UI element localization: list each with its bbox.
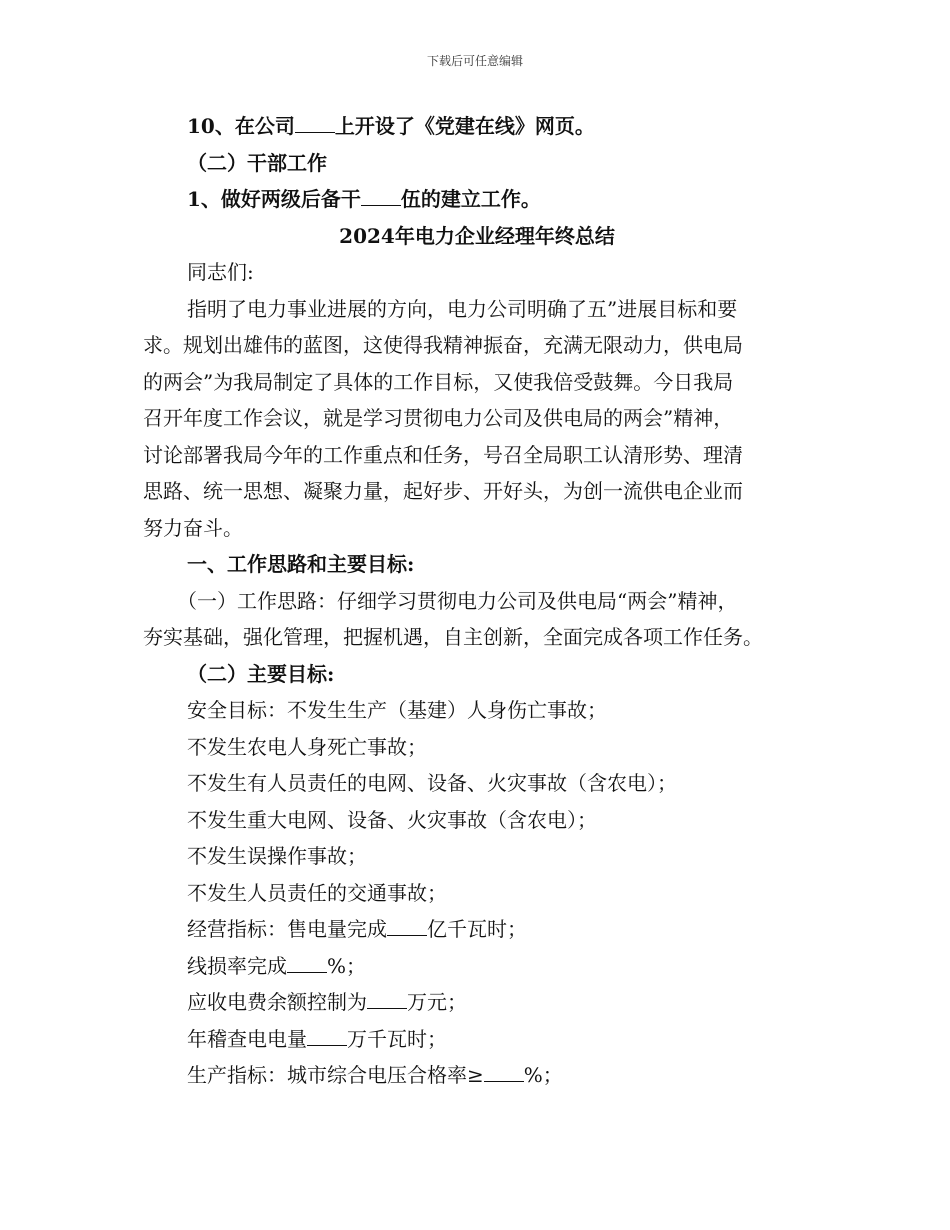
operating-target-line-loss [143, 948, 811, 985]
safety-goal-line: 不发生重大电网、设备、火灾事故（含农电）； [187, 807, 597, 832]
line-loss-text-end: %； [327, 953, 367, 978]
paragraph-line: 的两会”为我局制定了具体的工作目标，又使我倍受鼓舞。今日我局 [143, 369, 734, 394]
fees-text-end: 万元； [407, 990, 467, 1014]
line-loss-text-start: 线损率完成 [187, 953, 287, 978]
paragraph-line: 思路、统一思想、凝聚力量，起好步、开好头，为创一流供电企业而 [143, 479, 743, 503]
fill-in-blank [287, 954, 327, 973]
audit-text-end: 万千瓦时； [347, 1026, 447, 1051]
safety-goal-line: 安全目标：不发生生产（基建）人身伤亡事故； [187, 698, 607, 722]
item-10 [143, 108, 811, 145]
cadre-item-1-text-start: 1、做好两级后备干 [187, 187, 361, 211]
audit-text-start: 年稽查电电量 [187, 1026, 307, 1051]
main-goals-heading: （二）主要目标: [187, 661, 335, 686]
safety-goal-line: 不发生人员责任的交通事故； [187, 880, 447, 905]
approach-line: （一）工作思路：仔细学习贯彻电力公司及供电局“两会”精神， [177, 588, 738, 613]
page-header: 下载后可任意编辑 [426, 54, 523, 68]
paragraph-line: 召开年度工作会议，就是学习贯彻电力公司及供电局的两会”精神， [143, 406, 734, 430]
sales-text-end: 亿千瓦时； [427, 917, 527, 941]
cadre-item-1-text-end: 伍的建立工作。 [400, 187, 541, 211]
paragraph-line: 求。规划出雄伟的蓝图，这使得我精神振奋，充满无限动力，供电局 [143, 333, 743, 357]
production-target-voltage [143, 1057, 811, 1094]
document-title: 2024年电力企业经理年终总结 [339, 223, 615, 248]
fill-in-blank [484, 1063, 524, 1082]
intro-paragraph [143, 291, 811, 547]
paragraph-line: 讨论部署我局今年的工作重点和任务，号召全局职工认清形势、理清 [143, 442, 743, 467]
fill-in-blank [361, 187, 401, 206]
voltage-text-start: 生产指标：城市综合电压合格率≥ [187, 1063, 484, 1087]
item-10-text-end: 上开设了《党建在线》网页。 [334, 114, 595, 138]
fill-in-blank [307, 1027, 347, 1046]
cadre-item-1 [143, 181, 811, 218]
approach-line: 夯实基础，强化管理，把握机遇，自主创新，全面完成各项工作任务。 [143, 625, 763, 649]
document-body [143, 108, 811, 1094]
paragraph-line: 指明了电力事业进展的方向，电力公司明确了五”进展目标和要 [187, 296, 738, 321]
sales-text-start: 经营指标：售电量完成 [187, 917, 387, 941]
greeting: 同志们: [187, 260, 254, 284]
safety-goal-line: 不发生误操作事故； [187, 844, 367, 868]
operating-target-audit [143, 1021, 811, 1058]
section-cadre-heading: （二）干部工作 [187, 150, 327, 175]
fill-in-blank [387, 917, 427, 936]
item-10-text-start: 10、在公司 [187, 114, 295, 138]
heading-work-approach-goals: 一、工作思路和主要目标: [187, 552, 415, 576]
operating-target-sales [143, 911, 811, 948]
operating-target-fees [143, 984, 811, 1021]
safety-goal-line: 不发生农电人身死亡事故； [187, 734, 427, 759]
fees-text-start: 应收电费余额控制为 [187, 990, 367, 1014]
safety-goal-line: 不发生有人员责任的电网、设备、火灾事故（含农电）； [187, 771, 677, 795]
paragraph-line: 努力奋斗。 [143, 515, 243, 540]
fill-in-blank [295, 114, 335, 133]
fill-in-blank [367, 990, 407, 1009]
voltage-text-end: %； [523, 1063, 563, 1087]
